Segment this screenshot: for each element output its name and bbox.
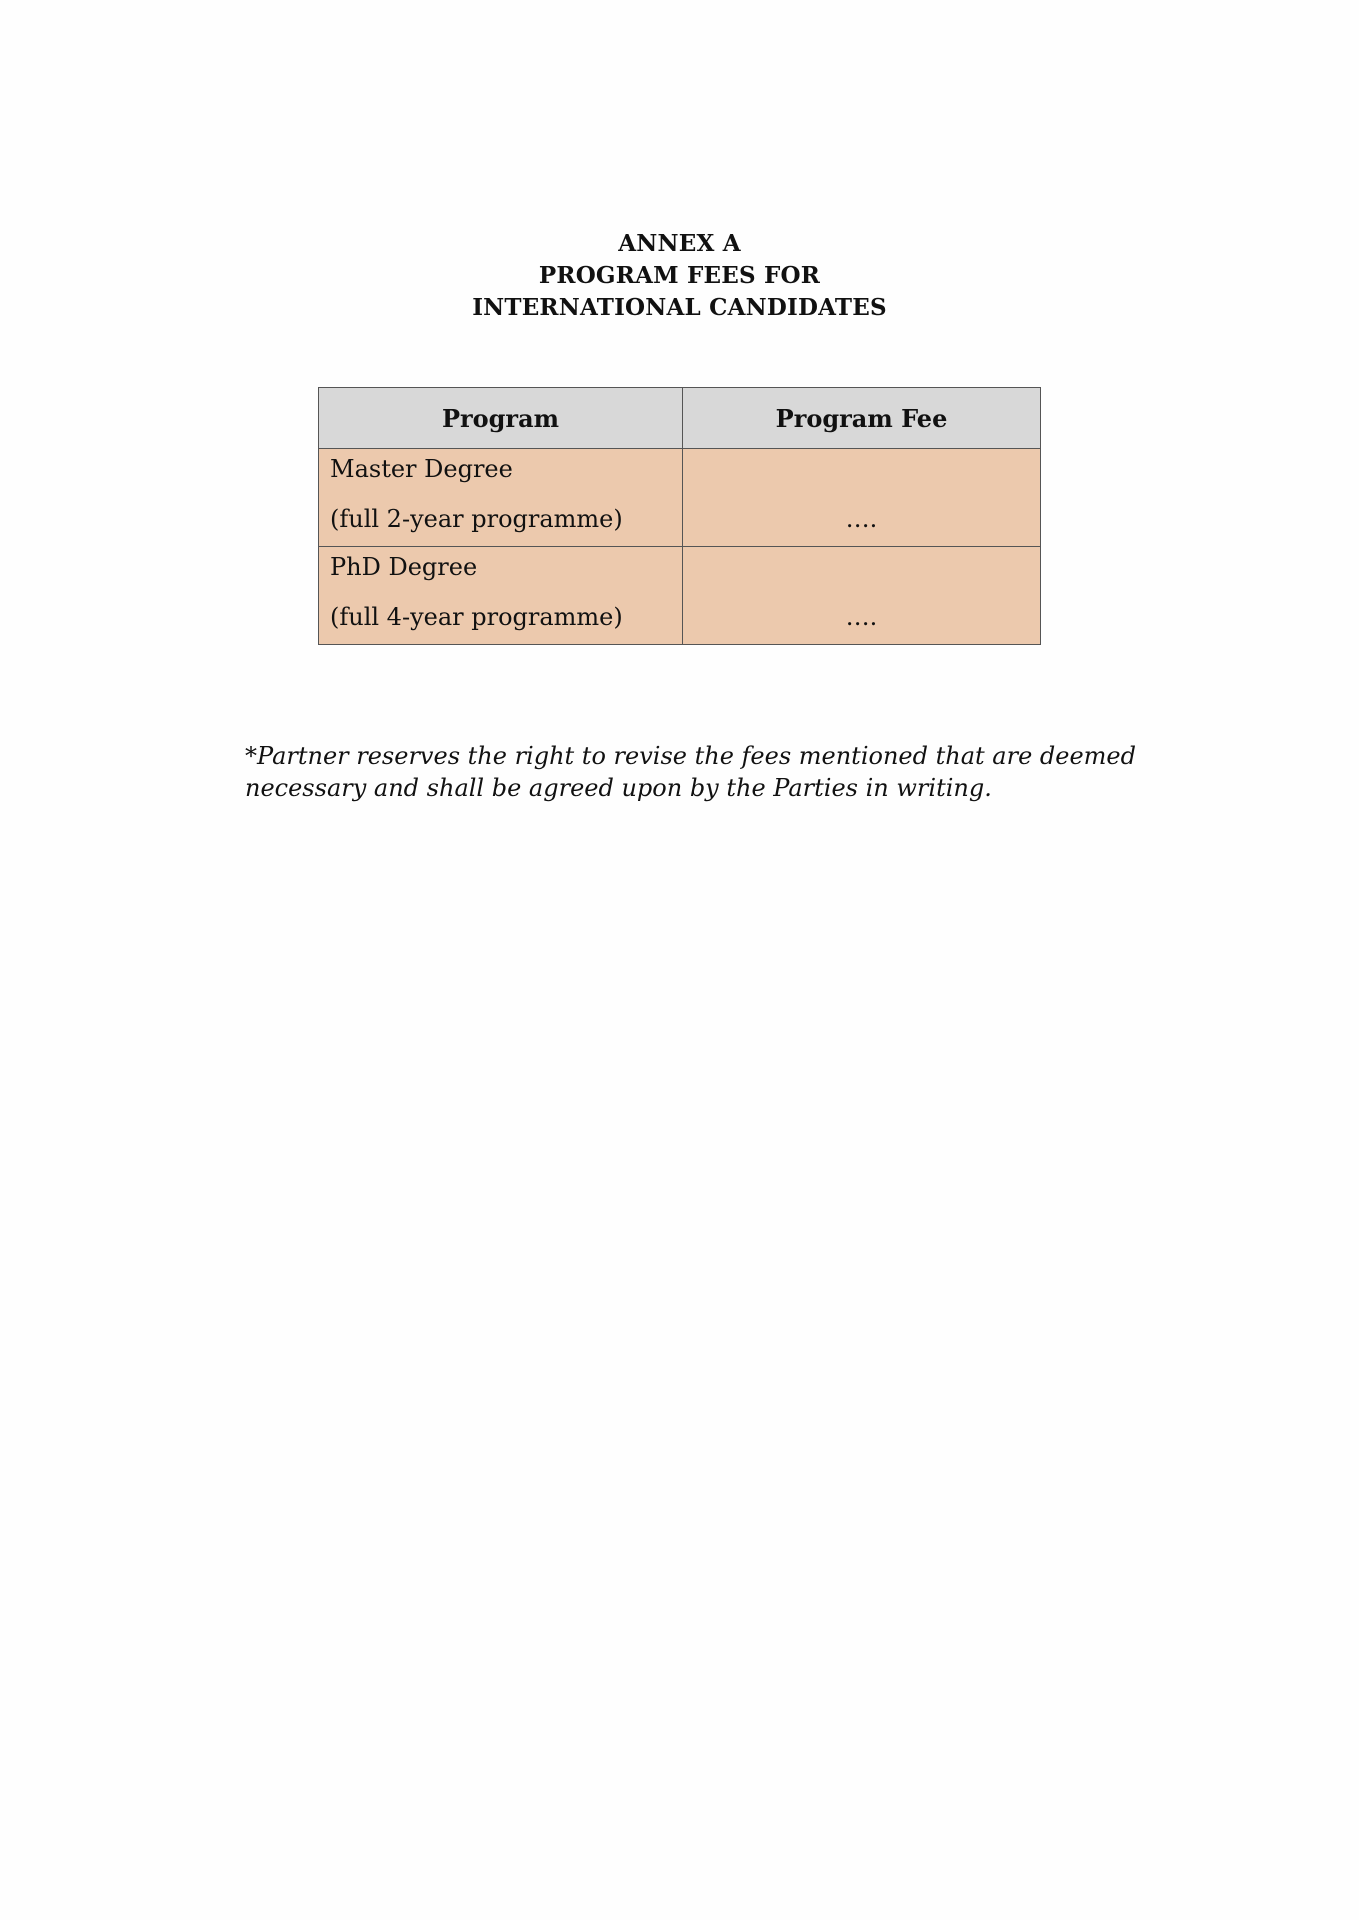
annex-heading [0, 228, 1359, 324]
column-header-program-fee: Program Fee [683, 388, 1041, 449]
fee-cell [683, 449, 1041, 547]
fee-value: …. [845, 505, 878, 533]
table-header-row [319, 388, 1041, 449]
annex-subtitle-line2: INTERNATIONAL CANDIDATES [472, 294, 887, 321]
program-cell [319, 547, 683, 645]
fee-cell [683, 547, 1041, 645]
table-row [319, 449, 1041, 547]
annex-title: ANNEX A [618, 230, 741, 257]
program-name: Master Degree [330, 455, 513, 483]
program-duration: (full 4-year programme) [330, 603, 623, 631]
table-row [319, 547, 1041, 645]
footnote-line2: necessary and shall be agreed upon by the Parties in writing. [245, 774, 992, 802]
footnote-line1: *Partner reserves the right to revise the fees mentioned that are deemed [245, 742, 1136, 770]
program-name: PhD Degree [330, 553, 478, 581]
column-header-program: Program [319, 388, 683, 449]
fee-value: …. [845, 603, 878, 631]
program-fee-table [318, 387, 1041, 645]
annex-subtitle-line1: PROGRAM FEES FOR [538, 262, 821, 289]
program-cell [319, 449, 683, 547]
footnote [245, 740, 1136, 804]
program-duration: (full 2-year programme) [330, 505, 623, 533]
